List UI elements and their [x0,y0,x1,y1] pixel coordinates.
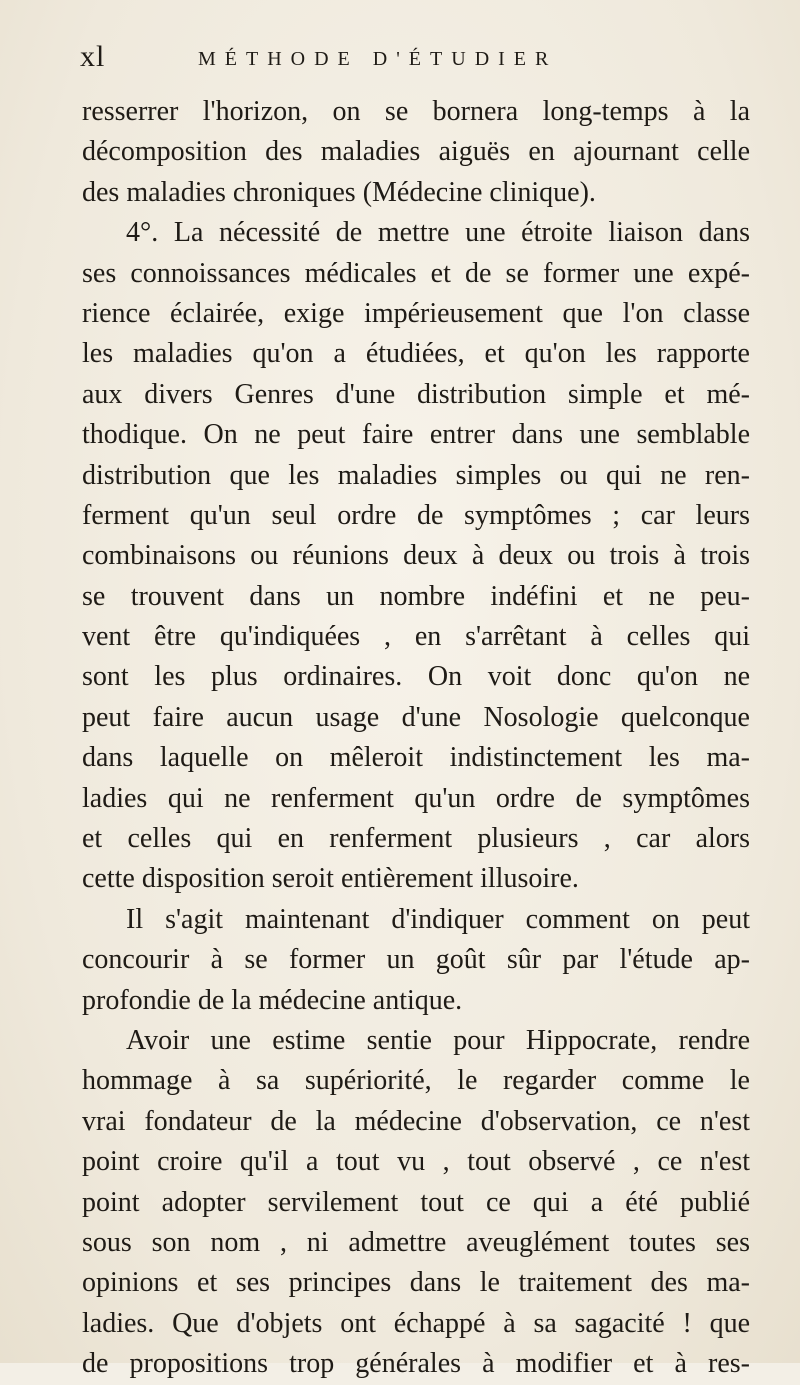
text-line: Avoir une estime sentie pour Hippocrate, rendre [126,1024,750,1056]
text-line: sous son nom , ni admettre aveuglément toutes ses [82,1226,750,1258]
text-line: des maladies chroniques (Médecine clinique). [82,176,596,208]
text-line: 4°. La nécessité de mettre une étroite liaison dans [126,217,750,249]
text-line: décomposition des maladies aiguës en ajournant celle [82,136,750,168]
body-text [82,92,750,1385]
text-line: thodique. On ne peut faire entrer dans une semblable [82,419,750,451]
text-line: hommage à sa supériorité, le regarder comme le [82,1065,750,1097]
page-header [80,40,740,80]
text-line: cette disposition seroit entièrement illusoire. [82,863,579,895]
text-line: resserrer l'horizon, on se bornera long-temps à la [82,96,750,127]
text-line: peut faire aucun usage d'une Nosologie quelconque [82,701,750,733]
text-line: opinions et ses principes dans le traitement des ma- [82,1267,750,1299]
text-line: combinaisons ou réunions deux à deux ou trois à trois [82,540,750,572]
text-line: les maladies qu'on a étudiées, et qu'on les rapporte [82,338,750,370]
text-line: ladies qui ne renferment qu'un ordre de symptômes [82,782,750,814]
text-line: ladies. Que d'objets ont échappé à sa sagacité ! que [82,1307,750,1339]
text-line: se trouvent dans un nombre indéfini et ne peu- [82,580,750,612]
text-line: sont les plus ordinaires. On voit donc qu'on ne [82,661,750,693]
text-line: vrai fondateur de la médecine d'observation, ce n'est [82,1105,750,1137]
text-line: point adopter servilement tout ce qui a été publié [82,1186,750,1218]
text-line: point croire qu'il a tout vu , tout observé , ce n'est [82,1146,750,1178]
text-line: vent être qu'indiquées , en s'arrêtant à celles qui [82,621,750,653]
text-line: concourir à se former un goût sûr par l'étude ap- [82,944,750,976]
text-line: rience éclairée, exige impérieusement que l'on classe [82,297,750,329]
text-line: Il s'agit maintenant d'indiquer comment on peut [126,903,750,935]
text-line: profondie de la médecine antique. [82,984,463,1016]
text-line: ses connoissances médicales et de se former une expé- [82,257,750,289]
text-line: ferment qu'un seul ordre de symptômes ; car leurs [82,499,750,531]
text-line: aux divers Genres d'une distribution simple et mé- [82,378,750,410]
running-head: MÉTHODE D'ÉTUDIER [198,48,558,70]
text-line: dans laquelle on mêleroit indistinctement les ma- [82,742,750,774]
page-number: xl [80,40,106,73]
text-line: et celles qui en renferment plusieurs , car alors [82,823,750,855]
text-line: de propositions trop générales à modifier et à res- [82,1348,750,1380]
text-line: distribution que les maladies simples ou qui ne ren- [82,459,750,491]
